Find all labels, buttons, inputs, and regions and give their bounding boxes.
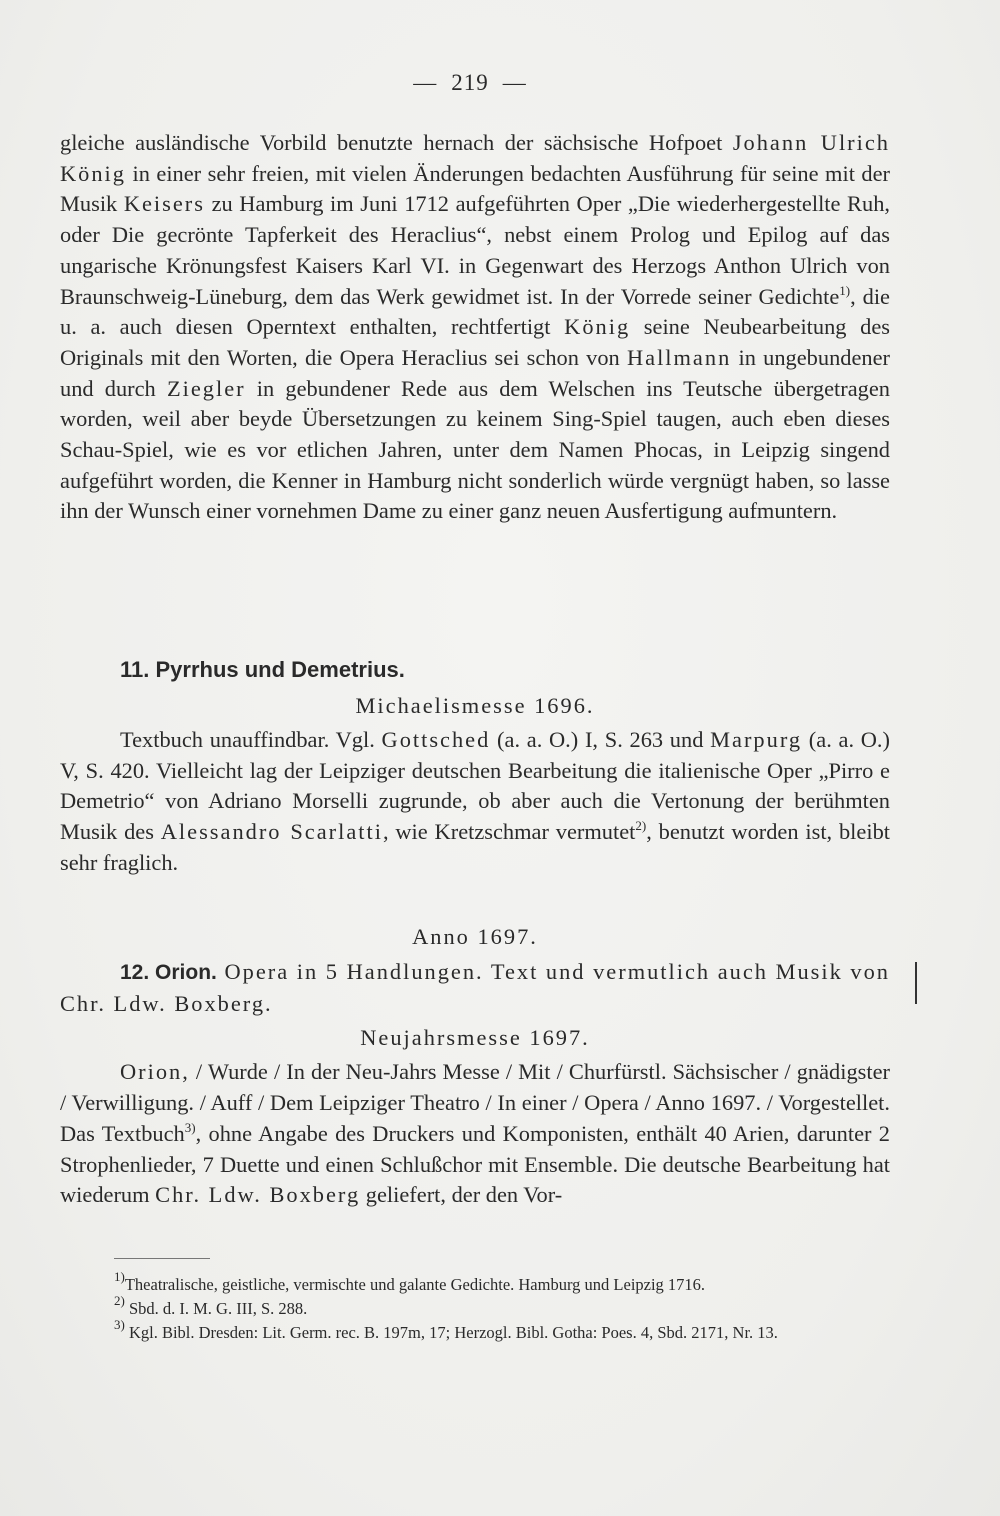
footnote-3: $^{3)}$ Kgl. Bibl. Dresden: Lit. Germ. rec. B. 197m, 17; Herzogl. Bibl. Gotha: Poes. 4, Sbd. 2171, Nr. 13. bbox=[114, 1317, 778, 1342]
person-name: Johann Ulrich König bbox=[60, 130, 890, 186]
person-name: Ziegler bbox=[166, 375, 246, 401]
footnote-separator bbox=[114, 1258, 210, 1259]
work-title: Orion, bbox=[120, 1059, 190, 1085]
person-name: Marpurg bbox=[710, 727, 803, 752]
person-name: Gottsched bbox=[381, 727, 491, 752]
section-date: Michaelismesse 1696. bbox=[355, 693, 595, 718]
year-heading-block bbox=[60, 922, 890, 952]
footnotes bbox=[60, 1269, 890, 1345]
footnote-1: $^{1)}$Theatralische, geistliche, vermischte und galante Gedichte. Hamburg und Leipzig 1716. bbox=[114, 1269, 706, 1294]
margin-mark bbox=[915, 962, 917, 1004]
footnote-ref: 1) bbox=[839, 282, 851, 298]
section-date: Neujahrsmesse 1697. bbox=[360, 1025, 590, 1051]
person-name: Alessandro Scarlatti bbox=[160, 819, 383, 845]
person-name: Keisers bbox=[123, 191, 205, 217]
footnote-ref: 3) bbox=[184, 1119, 196, 1135]
intro-paragraph: gleiche ausländische Vorbild benutzte hernach der sächsische Hofpoet Johann Ulrich König in einer sehr freien, mit vielen Änderungen bedachten Ausführung für seine mit der Musik Keisers zu Hamburg im Juni 1712 aufgeführten Oper „Die wiederhergestellte Ruh, oder Die gecrönte Tapferkeit des Heraclius“, nebst einem Prolog und Epilog auf das ungarische Krönungsfest Kaisers Karl VI. in Gegenwart des Herzogs Anthon Ulrich von Braunschweig-Lüneburg, dem das Werk gewidmet ist. In der Vorrede seiner Gedichte$^{1)}$, die u. a. auch diesen Operntext enthalten, rechtfertigt König seine Neubearbeitung des Originals mit den Worten, die Opera Heraclius sei schon von Hallmann in ungebundener und durch Ziegler in gebundener Rede aus dem Welschen ins Teutsche übergetragen worden, weil aber beyde Übersetzungen zu keinem Sing-Spiel taugen, auch eben dieses Schau-Spiel, wie es vor etlichen Jahren, unter dem Namen Phocas, in Leipzig singend aufgeführt worden, die Kenner in Hamburg nicht sonderlich würde vergnügt haben, so lasse ihn der Wunsch einer vornehmen Dame zu einer ganz neuen Ausfertigung aufmuntern. bbox=[60, 130, 890, 524]
section-heading: 12. Orion. bbox=[120, 961, 217, 984]
section-12 bbox=[60, 957, 890, 1211]
year-heading: Anno 1697. bbox=[412, 924, 538, 949]
footnote-2: $^{2)}$ Sbd. d. I. M. G. III, S. 288. bbox=[114, 1293, 308, 1318]
section-12-title: 12. Orion. Opera in 5 Handlungen. Text und vermutlich auch Musik von Chr. Ldw. Boxberg. bbox=[60, 959, 890, 1016]
person-name: König bbox=[564, 314, 631, 340]
footnote-ref: 2) bbox=[635, 818, 647, 834]
page-number-value: 219 bbox=[451, 70, 489, 95]
person-name: Hallmann bbox=[626, 344, 732, 370]
intro-paragraph-block bbox=[60, 128, 890, 527]
page-number: — 219 — bbox=[413, 70, 527, 95]
section-11-paragraph: Textbuch unauffindbar. Vgl. Gottsched (a. a. O.) I, S. 263 und Marpurg (a. a. O.) V, S. 420. Vielleicht lag der Leipziger deutschen Bearbeitung die italienische Oper „Pirro e Demetrio“ von Adriano Morselli zugrunde, ob aber auch die Vertonung der berühmten Musik des Alessandro Scarlatti, wie Kretzschmar vermutet$^{2)}$, benutzt worden ist, bleibt sehr fraglich. bbox=[60, 727, 890, 875]
section-11 bbox=[60, 655, 890, 879]
section-heading: 11. Pyrrhus und Demetrius. bbox=[120, 657, 405, 682]
person-name: Chr. Ldw. Boxberg bbox=[155, 1182, 361, 1208]
section-12-paragraph: Orion, / Wurde / In der Neu-Jahrs Messe / Mit / Churfürstl. Sächsischer / gnädigster / Verwilligung. / Auff / Dem Leipziger Theatro / In einer / Opera / Anno 1697. / Vorgestellet. Das Textbuch$^{3)}$, ohne Angabe des Druckers und Komponisten, enthält 40 Arien, darunter 2 Strophenlieder, 7 Duette und einen Schlußchor mit Ensemble. Die deutsche Bearbeitung hat wiederum Chr. Ldw. Boxberg geliefert, der den Vor- bbox=[60, 1059, 890, 1208]
